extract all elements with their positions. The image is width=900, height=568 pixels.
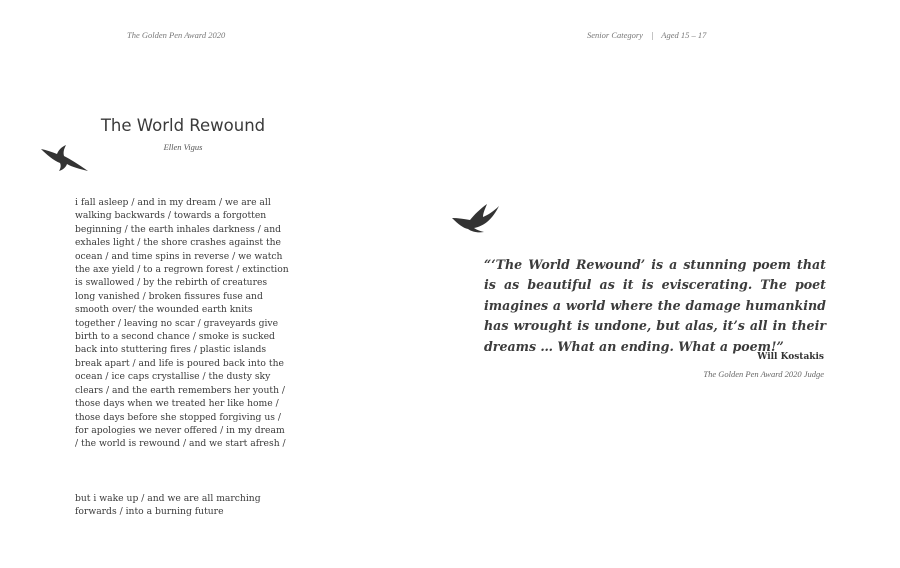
age-label: Aged 15 – 17: [661, 30, 707, 40]
category-label: Senior Category: [587, 30, 643, 40]
swallow-bird-icon: [452, 200, 500, 234]
poem-stanza-1: [75, 196, 290, 451]
poem-stanza-1-text: i fall asleep / and in my dream / we are all walking backwards / towards a forgotten beginning / the earth inhales darkness / and exhales light / the shore crashes against the ocean / and time spins in reverse / we watch the axe yield / to a regrown forest / extinction is swallowed / by the rebirth of creatures long vanished / broken fissures fuse and smooth over/ the wounded earth knits together / leaving no scar / graveyards give birth to a second chance / smoke is sucked back into stuttering fires / plastic islands break apart / and life is poured back into the ocean / ice caps crystallise / the dusty sky clears / and the earth remembers her youth / those days when we treated her like home / those days before she stopped forgiving us / for apologies we never offered / in my dream / the world is rewound / and we start afresh /: [75, 197, 289, 450]
header-separator: |: [650, 30, 654, 40]
poem-author: Ellen Vigus: [163, 142, 203, 152]
category-header: [587, 30, 706, 40]
award-header: The Golden Pen Award 2020: [127, 30, 226, 40]
poem-title: The World Rewound: [100, 116, 266, 135]
poem-stanza-2-text: but i wake up / and we are all marching forwards / into a burning future: [75, 493, 261, 518]
judge-quote: “‘The World Rewound’ is a stunning poem that is as beautiful as it is eviscerating. The poet imagines a world where the damage humankind has wrought is undone, but alas, it’s all in their dreams … What an ending. What a poem!”: [484, 257, 826, 354]
poem-stanza-2: [75, 492, 290, 519]
judge-name: Will Kostakis: [757, 352, 824, 362]
judge-role: The Golden Pen Award 2020 Judge: [703, 369, 824, 379]
swallow-bird-icon: [40, 136, 90, 172]
